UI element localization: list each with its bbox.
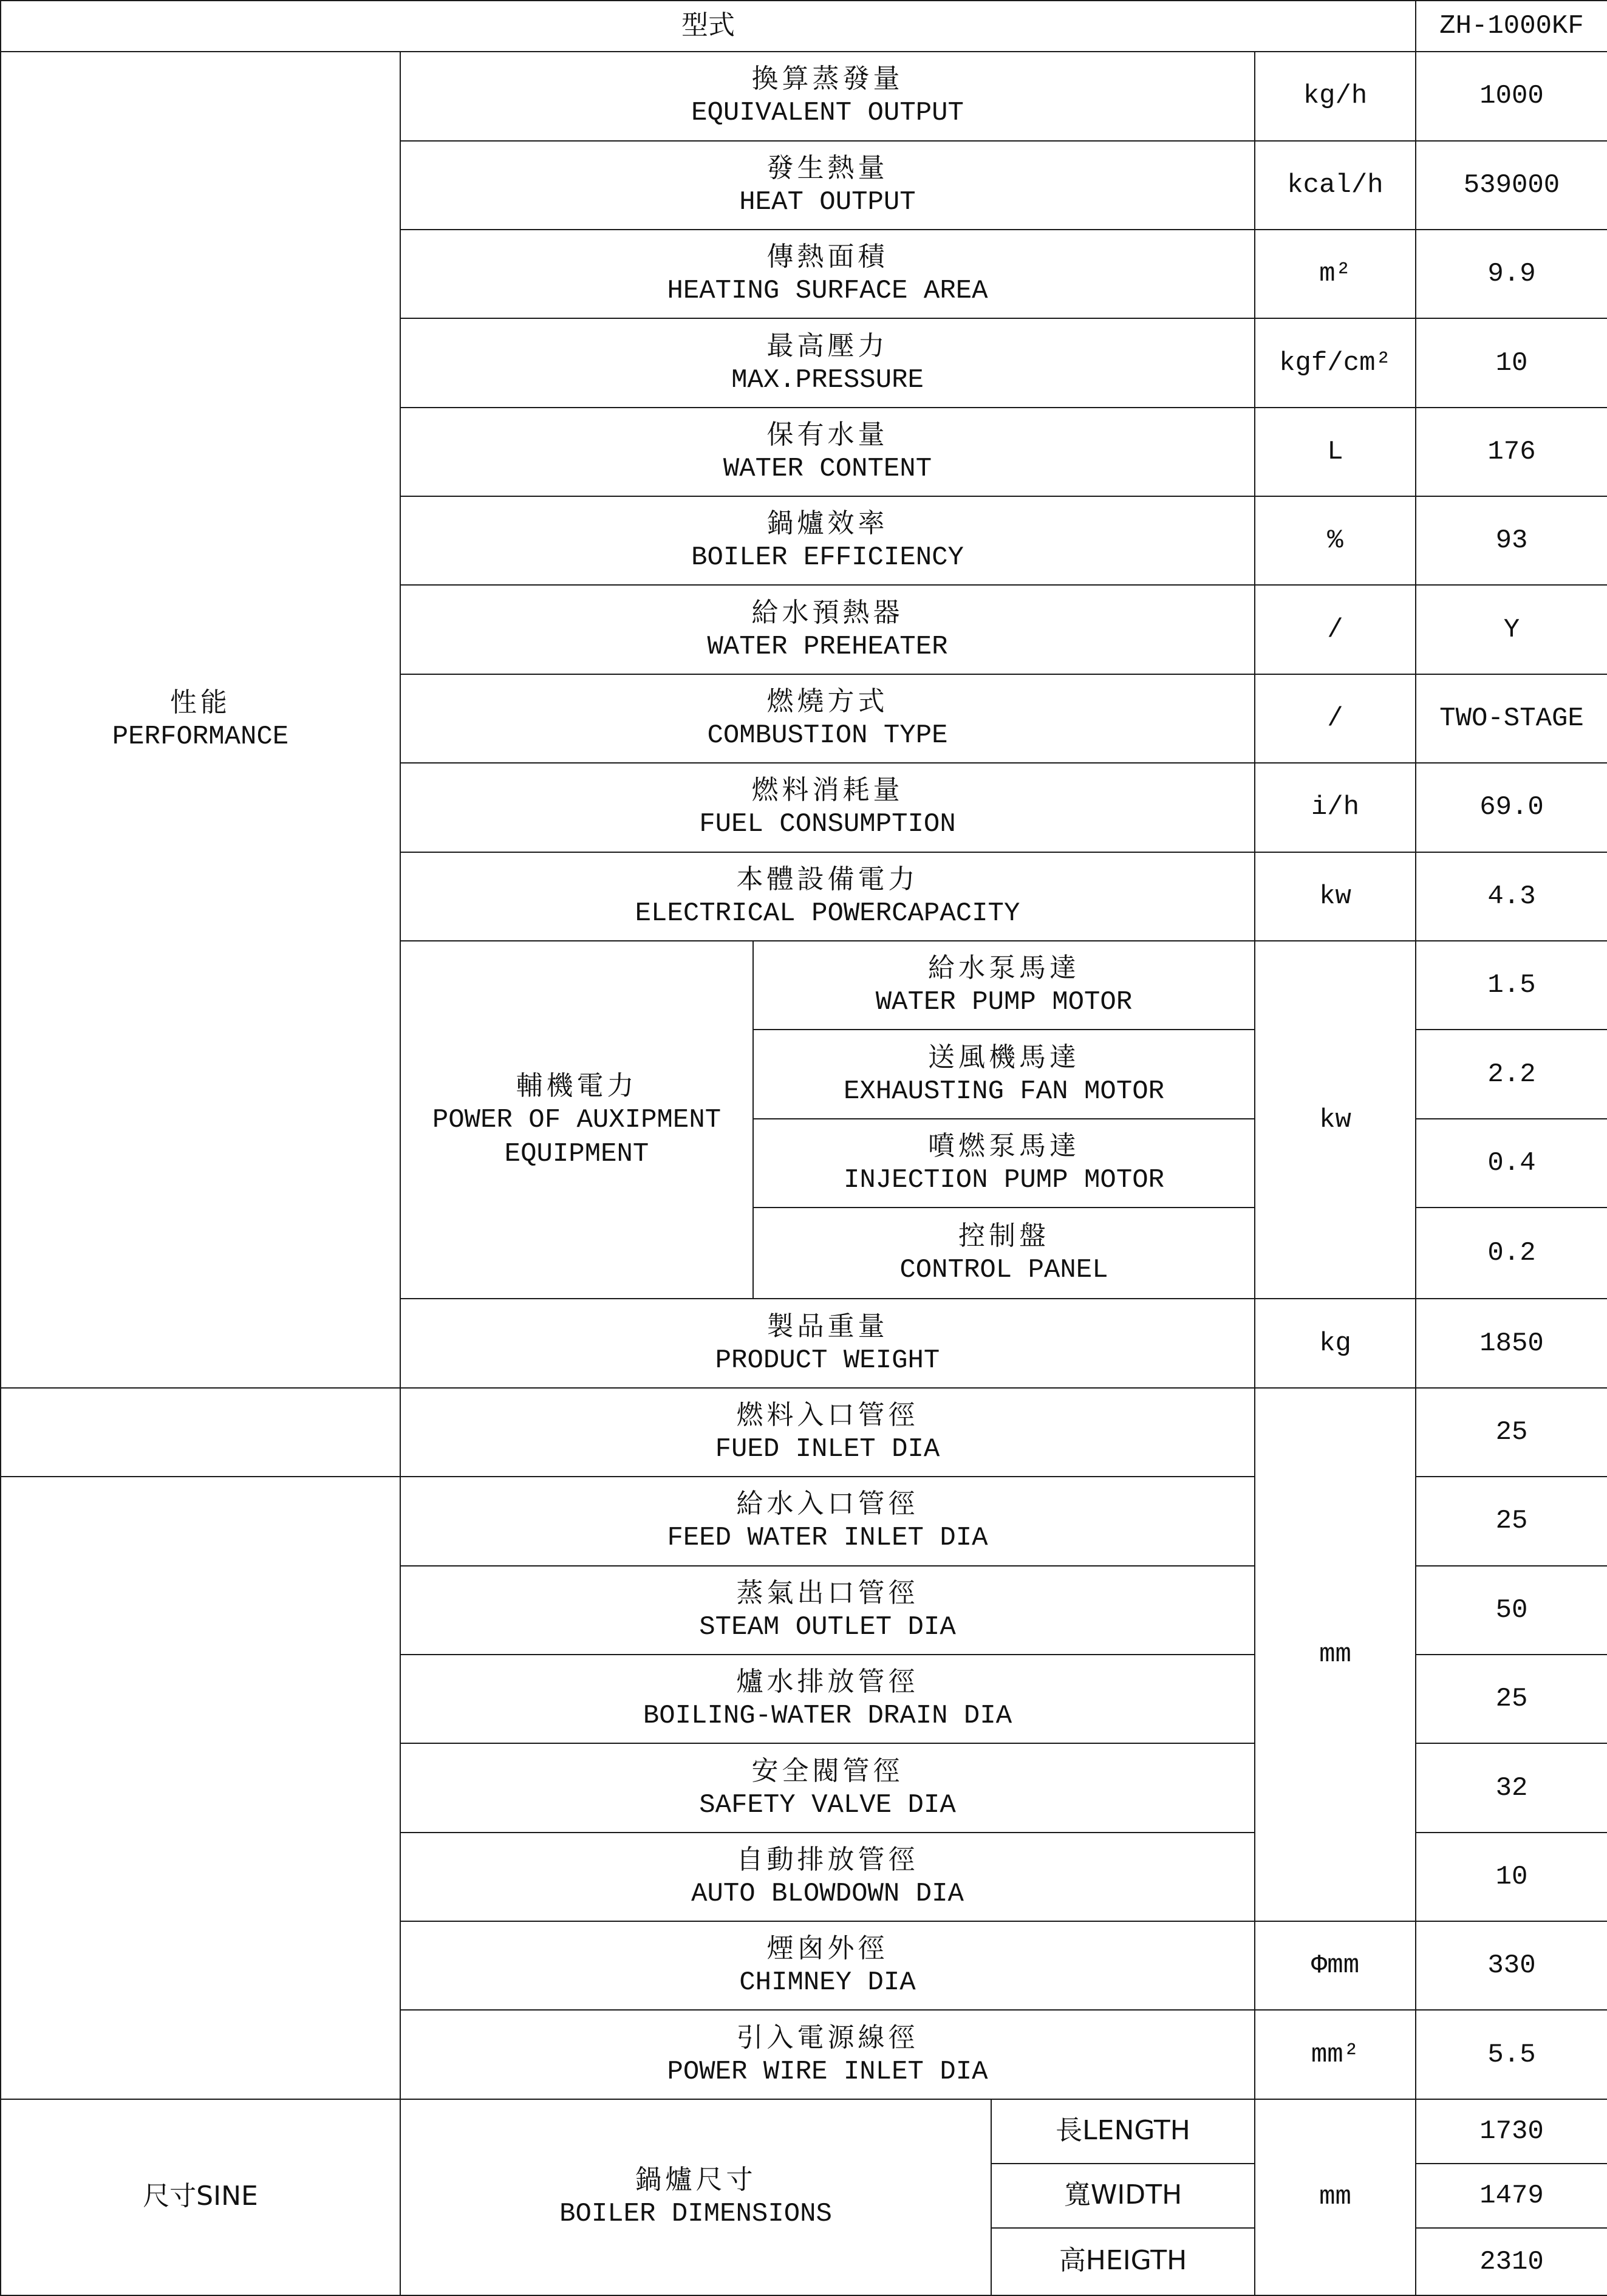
blank-cell bbox=[1, 1388, 400, 1477]
item-value: 2310 bbox=[1416, 2228, 1607, 2295]
item-value: 330 bbox=[1416, 1921, 1607, 2010]
item-label: 燃燒方式 COMBUSTION TYPE bbox=[400, 674, 1255, 763]
item-unit: / bbox=[1255, 585, 1416, 674]
table-row bbox=[1, 2099, 1607, 2164]
dimension-label: 長LENGTH bbox=[991, 2099, 1255, 2164]
item-unit: kg bbox=[1255, 1299, 1416, 1387]
table-row bbox=[1, 52, 1607, 140]
item-unit: mm² bbox=[1255, 2010, 1416, 2099]
item-unit: kg/h bbox=[1255, 52, 1416, 140]
pipe-label: 自動排放管徑 AUTO BLOWDOWN DIA bbox=[400, 1833, 1255, 1921]
aux-item-label: 控制盤 CONTROL PANEL bbox=[753, 1208, 1255, 1299]
table-row bbox=[1, 1388, 1607, 1477]
item-value: 9.9 bbox=[1416, 230, 1607, 318]
item-label: 保有水量 WATER CONTENT bbox=[400, 408, 1255, 496]
item-unit: L bbox=[1255, 408, 1416, 496]
item-value: 1.5 bbox=[1416, 941, 1607, 1030]
item-value: 4.3 bbox=[1416, 852, 1607, 941]
item-value: TWO-STAGE bbox=[1416, 674, 1607, 763]
aux-item-label: 噴燃泵馬達 INJECTION PUMP MOTOR bbox=[753, 1119, 1255, 1208]
item-value: 0.4 bbox=[1416, 1119, 1607, 1208]
aux-unit: kw bbox=[1255, 941, 1416, 1299]
item-value: 93 bbox=[1416, 496, 1607, 585]
item-unit: m² bbox=[1255, 230, 1416, 318]
item-value: 1000 bbox=[1416, 52, 1607, 140]
item-label: 給水預熱器 WATER PREHEATER bbox=[400, 585, 1255, 674]
blank-cell bbox=[1, 1477, 400, 2099]
item-label: 傳熱面積 HEATING SURFACE AREA bbox=[400, 230, 1255, 318]
item-value: Y bbox=[1416, 585, 1607, 674]
item-unit: i/h bbox=[1255, 763, 1416, 852]
item-label: 鍋爐效率 BOILER EFFICIENCY bbox=[400, 496, 1255, 585]
item-label: 引入電源線徑 POWER WIRE INLET DIA bbox=[400, 2010, 1255, 2099]
pipe-label: 安全閥管徑 SAFETY VALVE DIA bbox=[400, 1743, 1255, 1832]
item-label: 換算蒸發量 EQUIVALENT OUTPUT bbox=[400, 52, 1255, 140]
item-value: 1730 bbox=[1416, 2099, 1607, 2164]
item-unit: kw bbox=[1255, 852, 1416, 941]
dimension-label: 高HEIGTH bbox=[991, 2228, 1255, 2295]
item-label: 燃料消耗量 FUEL CONSUMPTION bbox=[400, 763, 1255, 852]
item-value: 1479 bbox=[1416, 2164, 1607, 2228]
performance-group-label: 性能 PERFORMANCE bbox=[1, 52, 400, 1388]
item-unit: kgf/cm² bbox=[1255, 318, 1416, 407]
item-value: 25 bbox=[1416, 1477, 1607, 1565]
item-value: 25 bbox=[1416, 1655, 1607, 1743]
pipe-label: 爐水排放管徑 BOILING-WATER DRAIN DIA bbox=[400, 1655, 1255, 1743]
pipe-label: 燃料入口管徑 FUED INLET DIA bbox=[400, 1388, 1255, 1477]
item-value: 32 bbox=[1416, 1743, 1607, 1832]
model-value: ZH-1000KF bbox=[1416, 1, 1607, 52]
aux-item-label: 給水泵馬達 WATER PUMP MOTOR bbox=[753, 941, 1255, 1030]
item-value: 5.5 bbox=[1416, 2010, 1607, 2099]
item-value: 69.0 bbox=[1416, 763, 1607, 852]
pipe-unit: mm bbox=[1255, 1388, 1416, 1921]
item-value: 50 bbox=[1416, 1566, 1607, 1655]
boiler-dimensions-label: 鍋爐尺寸 BOILER DIMENSIONS bbox=[400, 2099, 991, 2295]
header-row bbox=[1, 1, 1607, 52]
dimension-group-label: 尺寸SINE bbox=[1, 2099, 400, 2295]
dimension-label: 寬WIDTH bbox=[991, 2164, 1255, 2228]
item-label: 最高壓力 MAX.PRESSURE bbox=[400, 318, 1255, 407]
item-value: 0.2 bbox=[1416, 1208, 1607, 1299]
item-label: 發生熱量 HEAT OUTPUT bbox=[400, 141, 1255, 230]
item-unit: Φmm bbox=[1255, 1921, 1416, 2010]
item-label: 製品重量 PRODUCT WEIGHT bbox=[400, 1299, 1255, 1387]
dimension-unit: mm bbox=[1255, 2099, 1416, 2295]
item-value: 1850 bbox=[1416, 1299, 1607, 1387]
model-label: 型式 bbox=[1, 1, 1416, 52]
item-value: 176 bbox=[1416, 408, 1607, 496]
item-value: 10 bbox=[1416, 318, 1607, 407]
item-label: 煙囪外徑 CHIMNEY DIA bbox=[400, 1921, 1255, 2010]
pipe-label: 給水入口管徑 FEED WATER INLET DIA bbox=[400, 1477, 1255, 1565]
item-label: 本體設備電力 ELECTRICAL POWERCAPACITY bbox=[400, 852, 1255, 941]
item-value: 2.2 bbox=[1416, 1030, 1607, 1118]
item-unit: / bbox=[1255, 674, 1416, 763]
aux-power-label: 輔機電力 POWER OF AUXIPMENT EQUIPMENT bbox=[400, 941, 753, 1299]
item-value: 10 bbox=[1416, 1833, 1607, 1921]
item-value: 539000 bbox=[1416, 141, 1607, 230]
item-value: 25 bbox=[1416, 1388, 1607, 1477]
item-unit: kcal/h bbox=[1255, 141, 1416, 230]
aux-item-label: 送風機馬達 EXHAUSTING FAN MOTOR bbox=[753, 1030, 1255, 1118]
item-unit: % bbox=[1255, 496, 1416, 585]
pipe-label: 蒸氣出口管徑 STEAM OUTLET DIA bbox=[400, 1566, 1255, 1655]
